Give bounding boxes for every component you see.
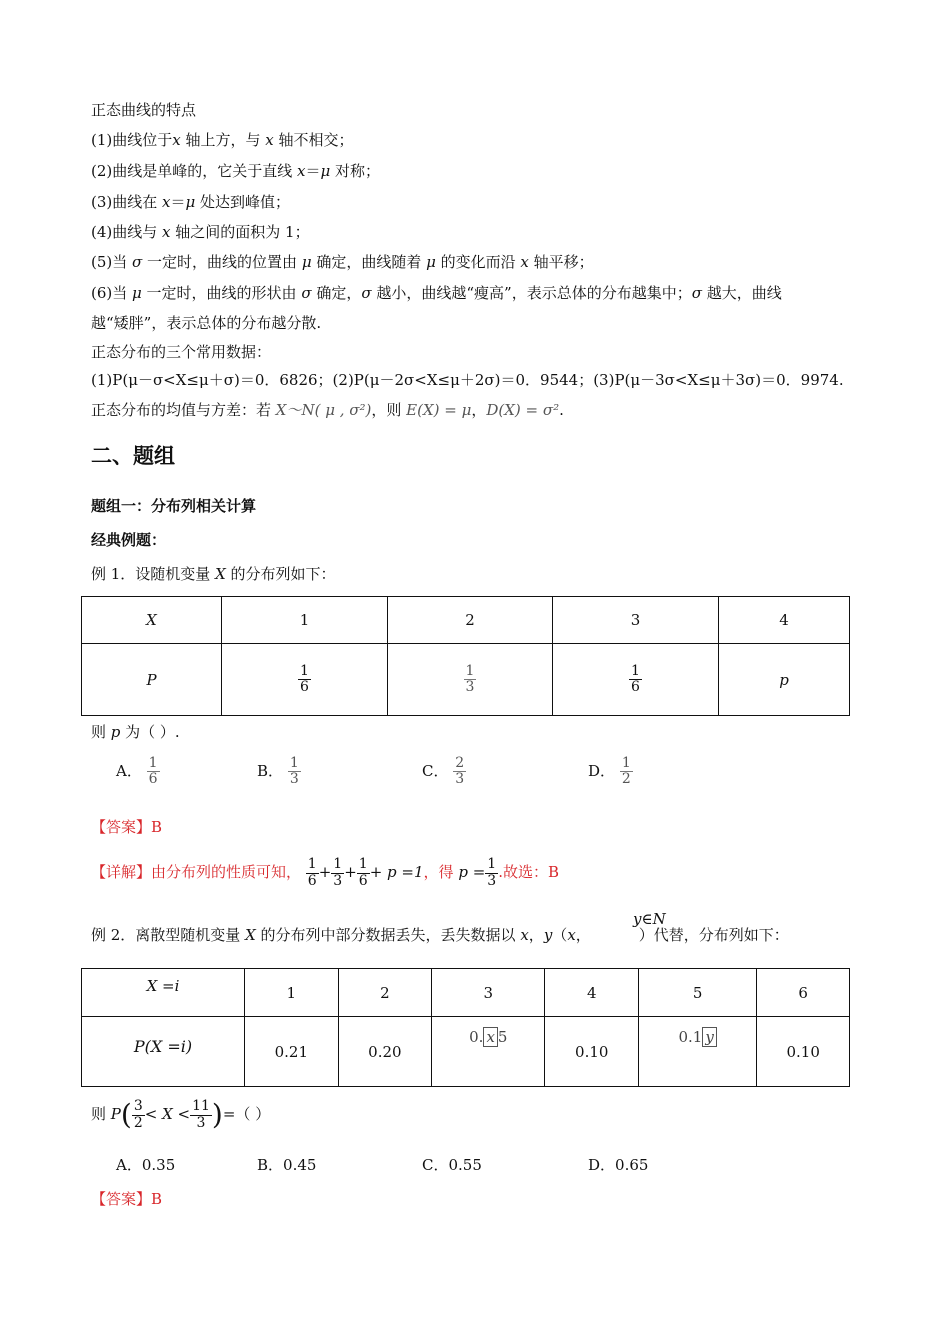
text-span: ， — [528, 926, 544, 944]
text-span: (4)曲线与 — [91, 223, 163, 241]
text-line: 越“矮胖”，表示总体的分布越分散. — [91, 314, 322, 332]
math-var: y — [543, 926, 553, 944]
math-var: p — [110, 723, 121, 741]
option-a[interactable] — [116, 756, 160, 788]
answer-label: 【答案】B — [91, 818, 163, 836]
text-line — [91, 283, 782, 303]
fraction-den: 2 — [621, 771, 631, 788]
table-cell: 4 — [719, 597, 850, 644]
fraction-num: 1 — [465, 662, 475, 679]
text-line — [91, 400, 564, 420]
fraction — [464, 664, 477, 696]
text-span: 正态分布的均值与方差：若 — [91, 401, 276, 419]
math-var: x — [567, 926, 576, 944]
math-var: σ — [691, 284, 702, 302]
math-expr: y∈N — [633, 910, 666, 928]
table-row — [82, 1017, 850, 1087]
math-var: x — [172, 131, 181, 149]
fraction-num: 1 — [307, 856, 317, 873]
fraction-den: 3 — [487, 872, 497, 889]
table-cell: 0.10 — [545, 1017, 639, 1087]
table-cell: P — [82, 644, 222, 716]
text-span: 轴之间的面积为 1； — [170, 223, 310, 241]
text-span: 确定， — [311, 284, 362, 302]
fraction-num: 1 — [148, 755, 158, 771]
option-d[interactable] — [588, 756, 633, 788]
text-line — [91, 222, 310, 242]
fraction-den: 6 — [631, 679, 640, 695]
fraction-num: 1 — [358, 856, 368, 873]
plus-sign: + — [318, 863, 332, 881]
question-text — [91, 722, 180, 742]
math-expr: + p =1 — [369, 863, 424, 881]
table-cell: p — [719, 644, 850, 716]
text-span: 为（ ）. — [120, 723, 180, 741]
math-var: x — [520, 253, 529, 271]
text-span: ， — [575, 926, 591, 944]
math-var: x — [162, 193, 171, 211]
text-span: (2)曲线是单峰的，它关于直线 — [91, 162, 298, 180]
fraction-den: 6 — [358, 872, 368, 889]
text-span: 则 — [91, 1105, 111, 1123]
text-span: (5)当 — [91, 253, 133, 271]
text-span: 一定时，曲线的位置由 — [142, 253, 302, 271]
math-var: x — [265, 131, 274, 149]
example-intro — [91, 925, 789, 945]
math-var: μ — [185, 193, 196, 211]
text-span: 一定时，曲线的形状由 — [141, 284, 302, 302]
math-var: P — [110, 1105, 121, 1123]
option-b[interactable]: B．0.45 — [257, 1156, 317, 1174]
text-span: 的分布列如下： — [225, 565, 336, 583]
text-span: ， — [471, 401, 487, 419]
text-span: 0.1 — [678, 1028, 703, 1046]
fraction — [190, 1099, 212, 1131]
fraction — [147, 756, 160, 788]
fraction-num: 11 — [192, 1098, 210, 1115]
text-span: . — [559, 401, 564, 419]
text-line: 正态分布的三个常用数据： — [91, 343, 272, 361]
fraction-num: 1 — [631, 662, 640, 679]
table-cell: P(X =i) — [82, 1017, 245, 1087]
table-cell: X =i — [82, 969, 245, 1017]
fraction — [306, 857, 319, 889]
table-cell: 1 — [245, 969, 339, 1017]
table-cell: 1 — [222, 597, 388, 644]
fraction-den: 6 — [300, 679, 309, 695]
text-span: ）代替，分布列如下： — [638, 926, 789, 944]
left-paren: ( — [120, 1098, 132, 1131]
text-span: 轴上方，与 — [180, 131, 266, 149]
text-line — [91, 252, 594, 272]
option-label: D． — [588, 761, 616, 780]
fraction-den: 3 — [289, 771, 299, 788]
option-a[interactable]: A．0.35 — [116, 1156, 176, 1174]
table-cell: 0.10 — [757, 1017, 850, 1087]
text-span: ，则 — [371, 401, 407, 419]
fraction — [132, 1099, 145, 1131]
table-cell — [222, 644, 388, 716]
option-c[interactable]: C．0.55 — [422, 1156, 482, 1174]
text-span: 对称； — [330, 162, 381, 180]
text-span: 轴不相交； — [273, 131, 354, 149]
table-cell: 2 — [388, 597, 553, 644]
text-span: 例 1．设随机变量 — [91, 565, 216, 583]
text-span: 例 2．离散型随机变量 — [91, 926, 246, 944]
option-c[interactable] — [422, 756, 466, 788]
fraction-num: 1 — [289, 755, 299, 771]
fraction-num: 1 — [300, 662, 309, 679]
text-span: 的变化而沿 — [435, 253, 521, 271]
fraction-num: 1 — [487, 856, 497, 873]
math-var: μ — [320, 162, 331, 180]
text-span: ＝ — [170, 193, 186, 211]
fraction-num: 3 — [133, 1098, 143, 1115]
table-cell: 5 — [639, 969, 757, 1017]
text-line — [91, 161, 380, 181]
math-var: x — [162, 223, 171, 241]
table-cell: 4 — [545, 969, 639, 1017]
fraction — [288, 756, 301, 788]
math-expr: E(X) = μ — [406, 401, 472, 419]
table-cell — [639, 1017, 757, 1087]
fraction-den: 3 — [333, 872, 343, 889]
math-expr: X～N( μ , σ²) — [275, 401, 372, 419]
detail-solution — [91, 852, 559, 892]
fraction-num: 1 — [333, 856, 343, 873]
text-span: 越大，曲线 — [701, 284, 782, 302]
fraction-num: 2 — [455, 755, 465, 771]
text-span: 轴平移； — [528, 253, 594, 271]
text-span: 则 — [91, 723, 111, 741]
text-span: 越小，曲线越“瘦高”，表示总体的分布越集中； — [371, 284, 692, 302]
text-span: (3)曲线在 — [91, 193, 163, 211]
answer-label: 【答案】B — [91, 1190, 163, 1208]
fraction-den: 3 — [196, 1114, 206, 1131]
text-span: =（ ） — [222, 1105, 271, 1123]
table-cell — [388, 644, 553, 716]
math-expr: p = — [458, 863, 486, 881]
math-var: σ — [361, 284, 372, 302]
text-span: 的分布列中部分数据丢失，丢失数据以 — [255, 926, 521, 944]
missing-y: y — [702, 1027, 716, 1047]
option-d[interactable]: D．0.65 — [588, 1156, 649, 1174]
fraction — [453, 756, 466, 788]
math-var: σ — [301, 284, 312, 302]
right-paren: ) — [211, 1098, 223, 1131]
math-var: x — [297, 162, 306, 180]
text-span: （ — [552, 926, 568, 944]
option-label: A． — [116, 761, 142, 780]
text-span: (1)曲线位于 — [91, 131, 173, 149]
math-var: X — [245, 926, 256, 944]
math-expr: < X < — [144, 1105, 191, 1123]
distribution-table — [81, 596, 850, 716]
text-span: 确定，曲线随着 — [311, 253, 427, 271]
table-row — [82, 969, 850, 1017]
missing-x: x — [483, 1027, 497, 1047]
option-b[interactable] — [257, 756, 301, 788]
text-span: (6)当 — [91, 284, 133, 302]
fraction — [485, 857, 498, 889]
question-text — [91, 1096, 270, 1132]
table-cell: 2 — [338, 969, 432, 1017]
fraction — [357, 857, 370, 889]
table-cell: X — [82, 597, 222, 644]
math-var: μ — [132, 284, 142, 302]
text-span: 5 — [497, 1028, 508, 1046]
group-title: 题组一：分布列相关计算 — [91, 497, 257, 515]
table-cell — [553, 644, 719, 716]
math-var: X — [215, 565, 226, 583]
fraction — [620, 756, 633, 788]
math-var: σ — [132, 253, 143, 271]
text-span: 【详解】由分布列的性质可知， — [91, 863, 302, 881]
option-label: C． — [422, 761, 449, 780]
text-span: 处达到峰值； — [195, 193, 291, 211]
plus-sign: + — [344, 863, 357, 881]
table-cell: 3 — [553, 597, 719, 644]
table-row — [82, 644, 850, 716]
option-label: B． — [257, 761, 284, 780]
text-line: (1)P(μ－σ<X≤μ＋σ)＝0．6826；(2)P(μ－2σ<X≤μ＋2σ)＝0．9544；(3)P(μ－3σ<X≤μ＋3σ)＝0．9974. — [91, 371, 844, 389]
fraction-den: 2 — [133, 1114, 143, 1131]
fraction — [629, 664, 642, 696]
text-line: 正态曲线的特点 — [91, 101, 197, 119]
example-intro — [91, 564, 336, 584]
math-expr: D(X) = σ² — [486, 401, 560, 419]
math-var: x — [520, 926, 529, 944]
text-span: ，得 — [423, 863, 459, 881]
table-cell — [432, 1017, 545, 1087]
text-span: .故选：B — [498, 863, 559, 881]
fraction-den: 3 — [465, 679, 475, 695]
text-line — [91, 192, 290, 212]
fraction-den: 6 — [148, 771, 158, 788]
text-line — [91, 130, 354, 150]
table-cell: 0.21 — [245, 1017, 339, 1087]
classic-title: 经典例题： — [91, 531, 167, 549]
section-title: 二、题组 — [91, 444, 175, 468]
fraction — [331, 857, 344, 889]
text-span: ＝ — [305, 162, 321, 180]
table-cell: 0.20 — [338, 1017, 432, 1087]
text-span: 0. — [469, 1028, 484, 1046]
table-cell: 3 — [432, 969, 545, 1017]
fraction-den: 6 — [307, 872, 317, 889]
table-row — [82, 597, 850, 644]
fraction — [298, 664, 311, 696]
distribution-table — [81, 968, 850, 1087]
table-cell: 6 — [757, 969, 850, 1017]
fraction-num: 1 — [621, 755, 631, 771]
fraction-den: 3 — [455, 771, 465, 788]
math-var: μ — [426, 253, 436, 271]
math-var: μ — [301, 253, 312, 271]
